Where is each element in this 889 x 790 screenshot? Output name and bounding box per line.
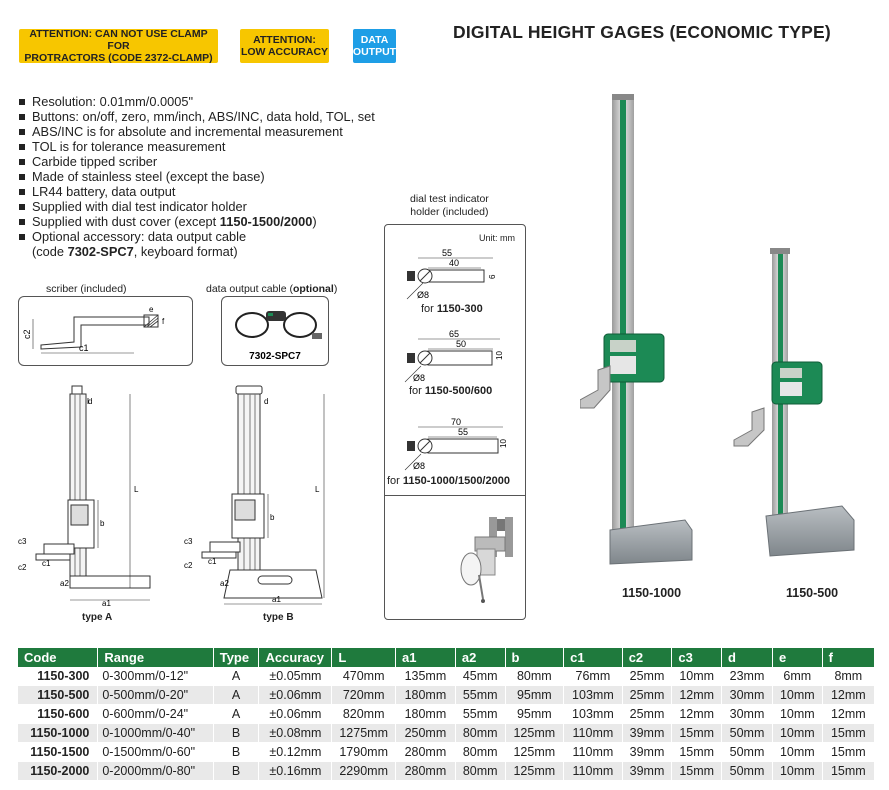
- dial-holder-caption-line1: dial test indicator: [410, 193, 489, 205]
- cable-drawing: [222, 297, 328, 365]
- table-cell: 1275mm: [332, 724, 396, 743]
- table-cell: ±0.06mm: [259, 686, 332, 705]
- holder1-for: [421, 303, 483, 315]
- feature-item: Supplied with dial test indicator holder: [18, 199, 375, 214]
- table-cell: 80mm: [455, 743, 505, 762]
- table-cell: 6mm: [772, 667, 822, 686]
- holder2-inner: 50: [456, 339, 467, 349]
- table-cell: 15mm: [822, 743, 874, 762]
- table-cell: 470mm: [332, 667, 396, 686]
- holder-for-text: for: [421, 303, 437, 315]
- dial-holder-caption-line2: holder (included): [410, 206, 489, 218]
- table-cell: B: [213, 762, 259, 781]
- type-b-d-label: d: [264, 397, 269, 406]
- column-header: Accuracy: [259, 648, 332, 667]
- table-cell: 95mm: [505, 686, 564, 705]
- table-cell: 180mm: [396, 705, 456, 724]
- holder3-dia: Ø8: [413, 461, 426, 471]
- attention-clamp-line1: ATTENTION: CAN NOT USE CLAMP FOR: [29, 28, 208, 52]
- cable-code: 7302-SPC7: [249, 351, 301, 362]
- height-gage-1150-1000-photo: [580, 90, 700, 570]
- data-output-line1: DATA: [360, 34, 389, 46]
- feature-text: Supplied with dust cover (except: [32, 214, 220, 229]
- table-cell: 55mm: [455, 686, 505, 705]
- height-gage-1150-500-photo: [730, 244, 860, 564]
- table-cell: ±0.12mm: [259, 743, 332, 762]
- table-cell: 50mm: [722, 743, 773, 762]
- table-cell: 10mm: [772, 705, 822, 724]
- table-cell: 1150-1500: [18, 743, 98, 762]
- holder2-for: [409, 385, 492, 397]
- type-b-a1-label: a1: [272, 595, 281, 604]
- table-cell: A: [213, 686, 259, 705]
- table-cell: 25mm: [622, 667, 672, 686]
- holder-photo: [385, 497, 525, 617]
- table-cell: ±0.16mm: [259, 762, 332, 781]
- type-a-c3-label: c3: [18, 537, 27, 546]
- table-cell: A: [213, 705, 259, 724]
- scriber-c1-label: c1: [79, 343, 89, 353]
- table-cell: 12mm: [672, 686, 722, 705]
- type-a-diagram: [14, 384, 154, 614]
- feature-item-dust-cover: [18, 214, 375, 229]
- type-b-c1-label: c1: [208, 557, 217, 566]
- dial-holder-drawings: [385, 225, 525, 495]
- column-header: c1: [564, 648, 623, 667]
- holder-for-bold: 1150-300: [436, 303, 483, 315]
- attention-accuracy-line2: LOW ACCURACY: [240, 46, 329, 58]
- type-a-c1-label: c1: [42, 559, 51, 568]
- column-header: c3: [672, 648, 722, 667]
- scriber-e-label: e: [149, 305, 154, 314]
- table-cell: 0-1500mm/0-60": [98, 743, 213, 762]
- table-header-row: [18, 648, 875, 667]
- page-title: DIGITAL HEIGHT GAGES (ECONOMIC TYPE): [453, 22, 831, 42]
- holder1-outer: 55: [442, 248, 453, 258]
- table-cell: 15mm: [822, 724, 874, 743]
- table-cell: 135mm: [396, 667, 456, 686]
- column-header: c2: [622, 648, 672, 667]
- table-cell: 80mm: [455, 762, 505, 781]
- table-cell: 39mm: [622, 724, 672, 743]
- table-row: [18, 762, 875, 781]
- feature-list: [18, 94, 375, 259]
- unit-label: Unit: mm: [479, 233, 515, 243]
- table-cell: 10mm: [672, 667, 722, 686]
- column-header: Type: [213, 648, 259, 667]
- column-header: f: [822, 648, 874, 667]
- feature-item: TOL is for tolerance measurement: [18, 139, 375, 154]
- table-cell: 10mm: [772, 686, 822, 705]
- table-cell: A: [213, 667, 259, 686]
- holder-for-text: for: [409, 385, 425, 397]
- holder2-dia: Ø8: [413, 373, 426, 383]
- cable-box: [221, 296, 329, 366]
- column-header: Range: [98, 648, 213, 667]
- table-cell: 125mm: [505, 743, 564, 762]
- column-header: L: [332, 648, 396, 667]
- table-cell: 80mm: [455, 724, 505, 743]
- table-cell: 76mm: [564, 667, 623, 686]
- table-cell: ±0.08mm: [259, 724, 332, 743]
- table-cell: 0-600mm/0-24": [98, 705, 213, 724]
- table-cell: ±0.05mm: [259, 667, 332, 686]
- table-cell: 1150-2000: [18, 762, 98, 781]
- table-cell: 280mm: [396, 743, 456, 762]
- table-cell: 23mm: [722, 667, 773, 686]
- holder3-height: 10: [499, 439, 508, 448]
- feature-item: Carbide tipped scriber: [18, 154, 375, 169]
- column-header: e: [772, 648, 822, 667]
- table-cell: 15mm: [672, 743, 722, 762]
- dial-holder-box: [384, 224, 526, 620]
- type-b-L-label: L: [315, 485, 320, 494]
- table-cell: 0-2000mm/0-80": [98, 762, 213, 781]
- table-cell: 30mm: [722, 686, 773, 705]
- type-b-c3-label: c3: [184, 537, 193, 546]
- attention-accuracy-line1: ATTENTION:: [253, 34, 316, 46]
- holder-for-bold: 1150-500/600: [424, 385, 493, 397]
- table-cell: 110mm: [564, 762, 623, 781]
- table-row: [18, 724, 875, 743]
- table-cell: 0-1000mm/0-40": [98, 724, 213, 743]
- dial-holder-caption: [410, 193, 489, 219]
- type-b-label: type B: [263, 612, 294, 623]
- feature-item: Made of stainless steel (except the base): [18, 169, 375, 184]
- table-cell: 10mm: [772, 724, 822, 743]
- model-label-small: 1150-500: [786, 586, 839, 600]
- table-cell: 125mm: [505, 724, 564, 743]
- type-b-c2-label: c2: [184, 561, 193, 570]
- feature-item: LR44 battery, data output: [18, 184, 375, 199]
- type-a-L-label: L: [134, 485, 139, 494]
- holder2-outer: 65: [449, 329, 460, 339]
- table-cell: 1150-500: [18, 686, 98, 705]
- table-cell: 50mm: [722, 762, 773, 781]
- table-cell: 39mm: [622, 762, 672, 781]
- feature-text: , keyboard format): [133, 244, 238, 259]
- table-cell: 45mm: [455, 667, 505, 686]
- table-cell: 55mm: [455, 705, 505, 724]
- table-cell: 30mm: [722, 705, 773, 724]
- table-cell: 50mm: [722, 724, 773, 743]
- table-row: [18, 705, 875, 724]
- table-cell: 12mm: [822, 686, 874, 705]
- holder1-dia: Ø8: [417, 290, 430, 300]
- table-cell: 10mm: [772, 743, 822, 762]
- scriber-caption: scriber (included): [46, 283, 127, 295]
- type-b-b-label: b: [270, 513, 275, 522]
- table-cell: 103mm: [564, 686, 623, 705]
- feature-item-optional: Optional accessory: data output cable: [18, 229, 375, 244]
- table-cell: 125mm: [505, 762, 564, 781]
- caption-text: ): [333, 283, 338, 295]
- holder-for-bold: 1150-1000/1500/2000: [402, 475, 510, 487]
- type-a-label: type A: [82, 612, 113, 623]
- table-row: [18, 743, 875, 762]
- feature-item: Buttons: on/off, zero, mm/inch, ABS/INC, data hold, TOL, set: [18, 109, 375, 124]
- table-cell: 103mm: [564, 705, 623, 724]
- feature-text: (code: [32, 244, 68, 259]
- data-output-badge: [353, 29, 396, 63]
- table-cell: 1790mm: [332, 743, 396, 762]
- table-cell: 250mm: [396, 724, 456, 743]
- holder3-outer: 70: [451, 417, 462, 427]
- attention-clamp-line2: PROTRACTORS (CODE 2372-CLAMP): [24, 52, 213, 64]
- table-cell: 8mm: [822, 667, 874, 686]
- feature-bold: 1150-1500/2000: [219, 214, 313, 229]
- model-label-large: 1150-1000: [622, 586, 682, 600]
- table-cell: 15mm: [822, 762, 874, 781]
- type-b-a2-label: a2: [220, 579, 229, 588]
- table-cell: 1150-600: [18, 705, 98, 724]
- caption-text: data output cable (: [206, 283, 293, 295]
- table-cell: 2290mm: [332, 762, 396, 781]
- table-cell: B: [213, 743, 259, 762]
- table-cell: 12mm: [822, 705, 874, 724]
- table-cell: 280mm: [396, 762, 456, 781]
- table-cell: 95mm: [505, 705, 564, 724]
- feature-bold: 7302-SPC7: [67, 244, 134, 259]
- column-header: a2: [455, 648, 505, 667]
- table-cell: ±0.06mm: [259, 705, 332, 724]
- type-a-b-label: b: [100, 519, 105, 528]
- holder1-inner: 40: [449, 258, 460, 268]
- table-cell: 12mm: [672, 705, 722, 724]
- type-a-a2-label: a2: [60, 579, 69, 588]
- type-b-diagram: [180, 384, 330, 614]
- table-cell: 15mm: [672, 724, 722, 743]
- table-cell: B: [213, 724, 259, 743]
- attention-clamp-badge: [19, 29, 218, 63]
- holder2-height: 10: [495, 351, 504, 360]
- table-cell: 25mm: [622, 686, 672, 705]
- holder-divider: [385, 495, 525, 496]
- feature-text: ): [312, 214, 317, 229]
- table-row: [18, 686, 875, 705]
- scriber-c2-label: c2: [22, 329, 32, 339]
- holder-for-text: for: [387, 475, 403, 487]
- type-a-a1-label: a1: [102, 599, 111, 608]
- column-header: a1: [396, 648, 456, 667]
- holder3-for: [387, 475, 510, 487]
- scriber-f-label: f: [162, 317, 165, 326]
- feature-item: Resolution: 0.01mm/0.0005": [18, 94, 375, 109]
- spec-table: [18, 648, 875, 781]
- type-a-d-label: d: [88, 397, 93, 406]
- feature-item-optional-cont: [18, 244, 375, 259]
- table-cell: 110mm: [564, 724, 623, 743]
- attention-accuracy-badge: [240, 29, 329, 63]
- table-cell: 180mm: [396, 686, 456, 705]
- holder1-height: 6: [488, 274, 497, 279]
- column-header: b: [505, 648, 564, 667]
- table-cell: 15mm: [672, 762, 722, 781]
- table-row: [18, 667, 875, 686]
- data-output-line2: OUTPUT: [352, 46, 397, 58]
- caption-bold: optional: [292, 283, 334, 295]
- table-cell: 110mm: [564, 743, 623, 762]
- table-cell: 1150-1000: [18, 724, 98, 743]
- feature-item: ABS/INC is for absolute and incremental measurement: [18, 124, 375, 139]
- table-cell: 25mm: [622, 705, 672, 724]
- table-cell: 820mm: [332, 705, 396, 724]
- holder3-inner: 55: [458, 427, 469, 437]
- table-cell: 0-500mm/0-20": [98, 686, 213, 705]
- table-cell: 1150-300: [18, 667, 98, 686]
- type-a-c2-label: c2: [18, 563, 27, 572]
- column-header: d: [722, 648, 773, 667]
- table-cell: 10mm: [772, 762, 822, 781]
- scriber-drawing: [19, 297, 192, 365]
- scriber-box: [18, 296, 193, 366]
- table-cell: 720mm: [332, 686, 396, 705]
- table-cell: 39mm: [622, 743, 672, 762]
- table-cell: 80mm: [505, 667, 564, 686]
- cable-caption: [206, 283, 337, 295]
- table-cell: 0-300mm/0-12": [98, 667, 213, 686]
- column-header: Code: [18, 648, 98, 667]
